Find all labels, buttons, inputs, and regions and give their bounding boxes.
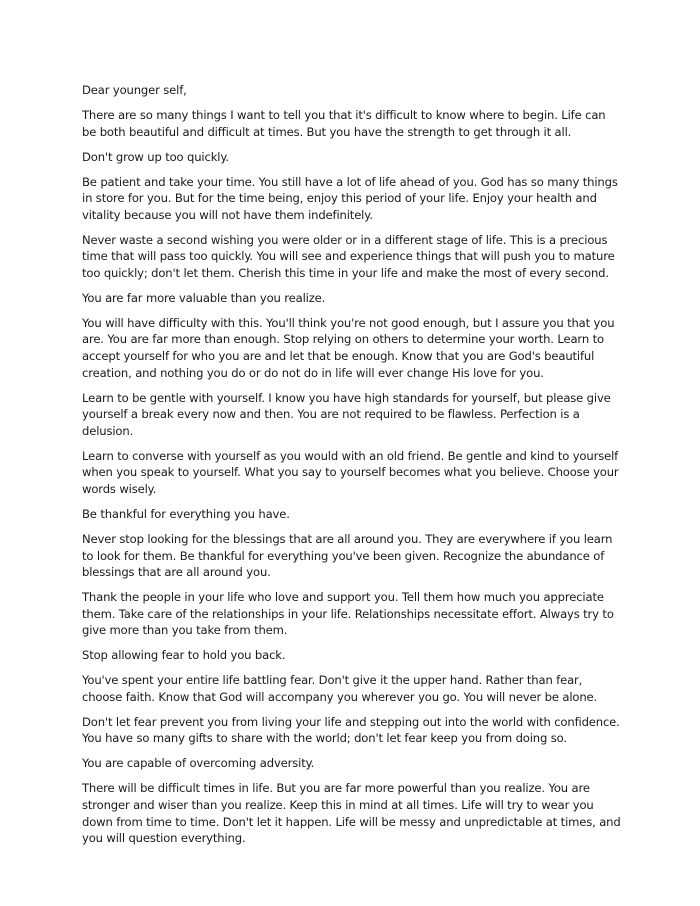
- paragraph: Never waste a second wishing you were older or in a different stage of life. This is a precious time that will pass too quickly. You will see and experience things that will push you to mature too quickly; don't let them. Cherish this time in your life and make the most of every second.: [82, 232, 615, 280]
- paragraph: You've spent your entire life battling fear. Don't give it the upper hand. Rather than fear, choose faith. Know that God will accompany you wherever you go. You will never be alone.: [82, 673, 598, 704]
- paragraph: Be patient and take your time. You still have a lot of life ahead of you. God has so many things in store for you. But for the time being, enjoy this period of your life. Enjoy your health and vitality because you will not have them indefinitely.: [82, 174, 618, 222]
- paragraph: Learn to be gentle with yourself. I know you have high standards for yourself, but please give yourself a break every now and then. You are not required to be flawless. Perfection is a delusion.: [82, 390, 611, 438]
- paragraph: Thank the people in your life who love and support you. Tell them how much you appreciate them. Take care of the relationships in your life. Relationships necessitate effort. Always try to give more than you take from them.: [82, 590, 614, 638]
- paragraph: Don't let fear prevent you from living your life and stepping out into the world with confidence. You have so many gifts to share with the world; don't let fear keep you from doing so.: [82, 714, 620, 746]
- paragraph: Learn to converse with yourself as you would with an old friend. Be gentle and kind to yourself when you speak to yourself. What you say to yourself becomes what you believe. Choose your words wisely.: [82, 448, 619, 496]
- section-heading: Don't grow up too quickly.: [82, 149, 229, 164]
- section-heading: You are far more valuable than you realize.: [82, 290, 326, 305]
- section-heading: You are capable of overcoming adversity.: [82, 756, 315, 771]
- paragraph: Never stop looking for the blessings that are all around you. They are everywhere if you learn to look for them. Be thankful for everything you've been given. Recognize the abundance of blessings that are all around you.: [82, 531, 613, 580]
- section-heading: Stop allowing fear to hold you back.: [82, 648, 286, 663]
- section-heading: Be thankful for everything you have.: [82, 506, 290, 521]
- paragraph: You will have difficulty with this. You'll think you're not good enough, but I assure you that you are. You are far more than enough. Stop relying on others to determine your worth. Learn to accept yourself for who you are and let that be enough. Know that you are God's beautiful creation, and nothing you do or do not do in life will ever change His love for you.: [82, 315, 615, 380]
- paragraph: There are so many things I want to tell you that it's difficult to know where to begin. Life can be both beautiful and difficult at times. But you have the strength to get through it all.: [82, 107, 606, 139]
- document-page: [82, 82, 622, 855]
- paragraph: There will be difficult times in life. But you are far more powerful than you realize. You are stronger and wiser than you realize. Keep this in mind at all times. Life will try to wear you down from time to time. Don't let it happen. Life will be messy and unpredictable at times, and you will question everything.: [82, 781, 621, 846]
- salutation: Dear younger self,: [82, 83, 187, 97]
